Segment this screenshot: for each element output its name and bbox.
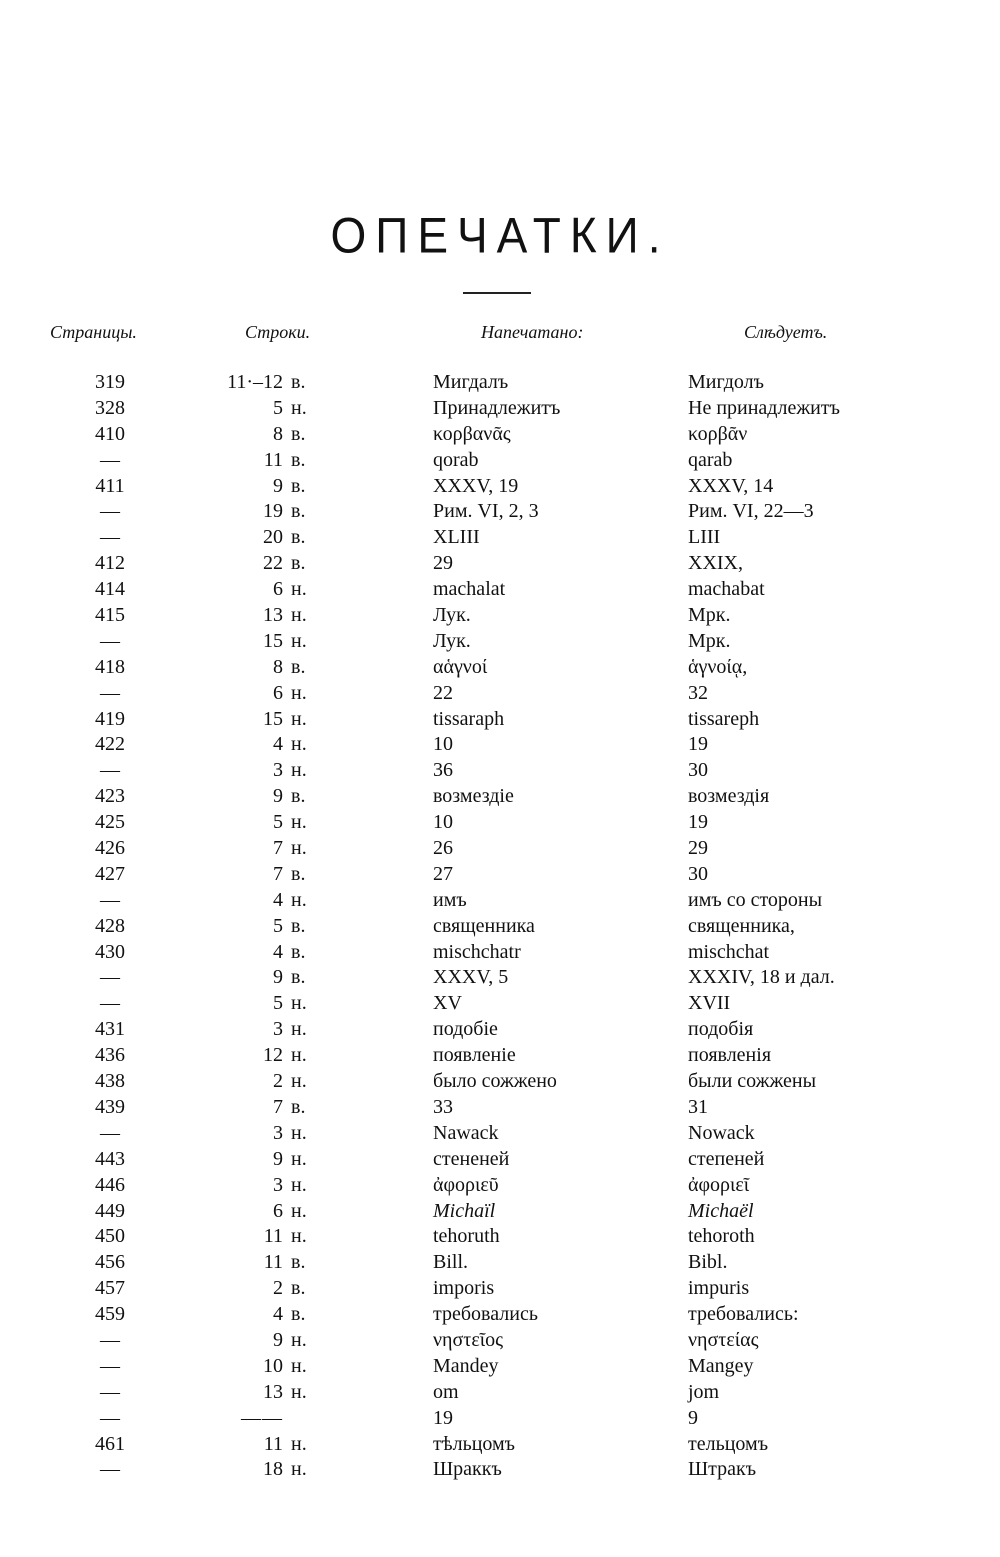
printed-cell: XXXV, 19 (433, 474, 519, 497)
page-cell: 419 (95, 707, 125, 730)
table-row (0, 914, 1000, 940)
line-side-cell: в. (291, 448, 306, 471)
line-number-cell: 4 (273, 888, 283, 911)
table-row (0, 577, 1000, 603)
should-cell: 32 (688, 681, 708, 704)
printed-cell: 26 (433, 837, 453, 860)
printed-cell: Шраккъ (433, 1458, 502, 1481)
should-cell: возмездія (688, 785, 770, 808)
line-side-cell: н. (291, 1458, 307, 1481)
line-number-cell: 7 (273, 837, 283, 860)
page-cell: — (100, 1354, 120, 1377)
printed-cell: machalat (433, 578, 506, 601)
should-cell: Мрк. (688, 604, 731, 627)
header-should: Слѣдуетъ. (744, 322, 828, 342)
printed-cell: αἁγνοί (433, 655, 488, 678)
should-cell: ἀφοριεῖ (688, 1173, 750, 1196)
should-cell: степеней (688, 1147, 765, 1170)
page-cell: — (100, 629, 120, 652)
page-cell: 436 (95, 1044, 125, 1067)
page-cell: — (100, 1406, 120, 1429)
table-row (0, 1457, 1000, 1483)
line-number-cell: 5 (273, 811, 283, 834)
line-number-cell: 9 (273, 966, 283, 989)
should-cell: 19 (688, 733, 708, 756)
page-cell: 459 (95, 1303, 125, 1326)
page-cell: 418 (95, 655, 125, 678)
table-row (0, 940, 1000, 966)
line-side-cell: в. (291, 1251, 306, 1274)
printed-cell: стененей (433, 1147, 510, 1170)
should-cell: XXXV, 14 (688, 474, 774, 497)
table-row (0, 707, 1000, 733)
page-cell: 412 (95, 552, 125, 575)
printed-cell: появленіе (433, 1044, 516, 1067)
line-side-cell: в. (291, 526, 306, 549)
printed-cell: подобіе (433, 1018, 498, 1041)
table-row (0, 1328, 1000, 1354)
header-printed: Напечатано: (481, 322, 584, 342)
line-number-cell: 22 (263, 552, 283, 575)
printed-cell: 27 (433, 862, 453, 885)
should-cell: 30 (688, 759, 708, 782)
line-number-cell: 3 (273, 1121, 283, 1144)
should-cell: tehoroth (688, 1225, 755, 1248)
should-cell: Не принадлежитъ (688, 396, 840, 419)
printed-cell: имъ (433, 888, 467, 911)
table-row (0, 396, 1000, 422)
line-number-cell: 13 (263, 1380, 283, 1403)
page-cell: 431 (95, 1018, 125, 1041)
should-cell: κορβᾶν (688, 422, 748, 445)
line-side-cell: в. (291, 474, 306, 497)
page-cell: 449 (95, 1199, 125, 1222)
printed-cell: тѣльцомъ (433, 1432, 516, 1455)
should-cell: XVII (688, 992, 731, 1015)
line-number-cell: 12 (263, 1044, 283, 1067)
page-cell: 319 (95, 371, 125, 393)
line-number-cell: —— (241, 1406, 283, 1429)
should-cell: Мрк. (688, 629, 731, 652)
line-number-cell: 15 (263, 629, 283, 652)
line-side-cell: в. (291, 371, 306, 393)
printed-cell: ἀφοριεῦ (433, 1173, 499, 1196)
line-number-cell: 10 (263, 1354, 283, 1377)
line-side-cell: в. (291, 862, 306, 885)
line-side-cell: н. (291, 1044, 307, 1067)
printed-cell: 36 (433, 759, 453, 782)
table-row (0, 888, 1000, 914)
line-side-cell: в. (291, 500, 306, 523)
line-side-cell: в. (291, 940, 306, 963)
line-side-cell: в. (291, 422, 306, 445)
should-cell: имъ со стороны (688, 888, 823, 911)
line-side-cell: н. (291, 578, 307, 601)
line-side-cell: в. (291, 1095, 306, 1118)
page-cell: 414 (95, 578, 125, 601)
line-number-cell: 3 (273, 1018, 283, 1041)
page-cell: — (100, 966, 120, 989)
line-side-cell: в. (291, 552, 306, 575)
printed-cell: qorab (433, 448, 479, 471)
printed-cell: 10 (433, 733, 453, 756)
printed-cell: 29 (433, 552, 453, 575)
table-row (0, 862, 1000, 888)
page-cell: 456 (95, 1251, 125, 1274)
line-number-cell: 8 (273, 655, 283, 678)
should-cell: Nowack (688, 1121, 755, 1144)
should-cell: XXXIV, 18 и дал. (688, 966, 835, 989)
should-cell: ἁγνοίᾳ, (688, 655, 748, 678)
line-number-cell: 11·–12 (227, 371, 283, 393)
page-cell: 425 (95, 811, 125, 834)
printed-cell: κορβανᾶς (433, 422, 511, 445)
should-cell: священника, (688, 914, 795, 937)
line-side-cell: н. (291, 1147, 307, 1170)
line-number-cell: 19 (263, 500, 283, 523)
page-cell: 411 (95, 474, 125, 497)
column-headers (0, 322, 1000, 348)
page-cell: 461 (95, 1432, 125, 1455)
page-cell: 427 (95, 862, 125, 885)
table-row (0, 474, 1000, 500)
table-row (0, 422, 1000, 448)
line-side-cell: н. (291, 888, 307, 911)
table-row (0, 525, 1000, 551)
table-row (0, 1354, 1000, 1380)
printed-cell: 22 (433, 681, 453, 704)
line-number-cell: 5 (273, 992, 283, 1015)
line-number-cell: 18 (263, 1458, 283, 1481)
should-cell: 29 (688, 837, 708, 860)
should-cell: 30 (688, 862, 708, 885)
printed-cell: tehoruth (433, 1225, 500, 1248)
line-number-cell: 9 (273, 474, 283, 497)
line-side-cell: н. (291, 604, 307, 627)
page-cell: 457 (95, 1277, 125, 1300)
printed-cell: Мигдалъ (433, 371, 509, 393)
table-row (0, 836, 1000, 862)
page-cell: — (100, 1328, 120, 1351)
table-row (0, 1121, 1000, 1147)
printed-cell: было сожжено (433, 1070, 557, 1093)
table-row (0, 1043, 1000, 1069)
page-cell: 438 (95, 1070, 125, 1093)
printed-cell: Лук. (433, 604, 471, 627)
header-line: Строки. (245, 322, 311, 342)
printed-cell: 10 (433, 811, 453, 834)
page-cell: — (100, 500, 120, 523)
line-number-cell: 5 (273, 396, 283, 419)
printed-cell: 33 (433, 1095, 453, 1118)
table-row (0, 1250, 1000, 1276)
table-row (0, 551, 1000, 577)
should-cell: qarab (688, 448, 733, 471)
line-side-cell: в. (291, 1277, 306, 1300)
table-row (0, 1017, 1000, 1043)
line-side-cell: в. (291, 1303, 306, 1326)
printed-cell: XLIII (433, 526, 480, 549)
should-cell: jom (688, 1380, 720, 1403)
should-cell: подобія (688, 1018, 754, 1041)
line-number-cell: 6 (273, 681, 283, 704)
should-cell: 19 (688, 811, 708, 834)
should-cell: machabat (688, 578, 765, 601)
line-number-cell: 7 (273, 862, 283, 885)
printed-cell: Рим. VI, 2, 3 (433, 500, 539, 523)
line-number-cell: 3 (273, 759, 283, 782)
line-side-cell: н. (291, 1121, 307, 1144)
line-side-cell: н. (291, 1432, 307, 1455)
table-row (0, 991, 1000, 1017)
should-cell: mischchat (688, 940, 770, 963)
should-cell: impuris (688, 1277, 750, 1300)
page-cell: 422 (95, 733, 125, 756)
line-number-cell: 4 (273, 733, 283, 756)
table-row (0, 1302, 1000, 1328)
line-side-cell: н. (291, 1173, 307, 1196)
printed-cell: Michaïl (433, 1199, 496, 1222)
line-number-cell: 6 (273, 578, 283, 601)
page-cell: 443 (95, 1147, 125, 1170)
table-row (0, 1069, 1000, 1095)
line-number-cell: 6 (273, 1199, 283, 1222)
should-cell: были сожжены (688, 1070, 817, 1093)
should-cell: 9 (688, 1406, 698, 1429)
printed-cell: mischchatr (433, 940, 521, 963)
line-number-cell: 2 (273, 1070, 283, 1093)
printed-cell: Mandey (433, 1354, 499, 1377)
line-side-cell: в. (291, 966, 306, 989)
line-side-cell: н. (291, 1354, 307, 1377)
page-cell: 450 (95, 1225, 125, 1248)
printed-cell: XV (433, 992, 462, 1015)
line-side-cell: в. (291, 914, 306, 937)
line-number-cell: 3 (273, 1173, 283, 1196)
line-side-cell: н. (291, 1328, 307, 1351)
line-number-cell: 11 (263, 1432, 283, 1455)
printed-cell: возмездіе (433, 785, 514, 808)
line-side-cell: в. (291, 655, 306, 678)
should-cell: Mangey (688, 1354, 754, 1377)
page-cell: 423 (95, 785, 125, 808)
line-side-cell: н. (291, 681, 307, 704)
table-row (0, 1147, 1000, 1173)
table-row (0, 732, 1000, 758)
table-row (0, 1224, 1000, 1250)
line-number-cell: 5 (273, 914, 283, 937)
printed-cell: священника (433, 914, 535, 937)
line-number-cell: 9 (273, 785, 283, 808)
line-side-cell: н. (291, 759, 307, 782)
line-number-cell: 20 (263, 526, 283, 549)
printed-cell: om (433, 1380, 459, 1403)
table-row (0, 1095, 1000, 1121)
line-side-cell: н. (291, 1018, 307, 1041)
page-cell: — (100, 1380, 120, 1403)
line-side-cell: н. (291, 733, 307, 756)
page-cell: 439 (95, 1095, 125, 1118)
page-cell: 430 (95, 940, 125, 963)
line-number-cell: 15 (263, 707, 283, 730)
page-cell: — (100, 888, 120, 911)
table-row (0, 1199, 1000, 1225)
line-number-cell: 4 (273, 1303, 283, 1326)
line-side-cell: н. (291, 629, 307, 652)
table-row (0, 965, 1000, 991)
page-cell: — (100, 992, 120, 1015)
line-side-cell: в. (291, 785, 306, 808)
line-side-cell: н. (291, 396, 307, 419)
page-cell: — (100, 1458, 120, 1481)
table-row (0, 370, 1000, 396)
page-cell: 410 (95, 422, 125, 445)
title-rule (463, 292, 531, 294)
line-number-cell: 9 (273, 1147, 283, 1170)
printed-cell: νηστεῖος (433, 1328, 504, 1351)
page-cell: — (100, 681, 120, 704)
should-cell: XXIX, (688, 552, 743, 575)
should-cell: tissareph (688, 707, 760, 730)
should-cell: 31 (688, 1095, 708, 1118)
printed-cell: tissaraph (433, 707, 505, 730)
table-row (0, 810, 1000, 836)
line-side-cell: н. (291, 1199, 307, 1222)
table-row (0, 448, 1000, 474)
page-cell: 415 (95, 604, 125, 627)
line-number-cell: 13 (263, 604, 283, 627)
printed-cell: Nawack (433, 1121, 499, 1144)
line-number-cell: 4 (273, 940, 283, 963)
line-side-cell: н. (291, 1380, 307, 1403)
table-row (0, 1432, 1000, 1458)
line-side-cell: н. (291, 992, 307, 1015)
table-row (0, 1173, 1000, 1199)
table-row (0, 681, 1000, 707)
printed-cell: требовались (433, 1303, 538, 1326)
printed-cell: 19 (433, 1406, 453, 1429)
should-cell: тельцомъ (688, 1432, 769, 1455)
line-number-cell: 8 (273, 422, 283, 445)
should-cell: Рим. VI, 22—3 (688, 500, 814, 523)
table-row (0, 784, 1000, 810)
page-cell: 428 (95, 914, 125, 937)
line-number-cell: 2 (273, 1277, 283, 1300)
line-side-cell: н. (291, 811, 307, 834)
page-cell: — (100, 526, 120, 549)
table-row (0, 499, 1000, 525)
table-row (0, 1406, 1000, 1432)
page-cell: 426 (95, 837, 125, 860)
table-row (0, 758, 1000, 784)
should-cell: Штракъ (688, 1458, 757, 1481)
line-side-cell: н. (291, 707, 307, 730)
table-row (0, 1276, 1000, 1302)
should-cell: требовались: (688, 1303, 799, 1326)
table-row (0, 629, 1000, 655)
page-cell: — (100, 1121, 120, 1144)
line-side-cell: н. (291, 837, 307, 860)
line-number-cell: 11 (263, 1225, 283, 1248)
line-number-cell: 7 (273, 1095, 283, 1118)
page-cell: — (100, 759, 120, 782)
should-cell: LIII (688, 526, 721, 549)
printed-cell: imporis (433, 1277, 495, 1300)
page-title: ОПЕЧАТКИ. (330, 206, 670, 264)
header-page: Страницы. (50, 322, 137, 342)
page-cell: 328 (95, 396, 125, 419)
page-cell: — (100, 448, 120, 471)
line-number-cell: 9 (273, 1328, 283, 1351)
should-cell: Bibl. (688, 1251, 728, 1274)
table-row (0, 603, 1000, 629)
page-cell: 446 (95, 1173, 125, 1196)
should-cell: νηστείας (688, 1328, 759, 1351)
printed-cell: Принадлежитъ (433, 396, 561, 419)
line-side-cell: н. (291, 1070, 307, 1093)
line-number-cell: 11 (263, 1251, 283, 1274)
line-side-cell: н. (291, 1225, 307, 1248)
errata-table (0, 370, 1000, 1483)
should-cell: Michaël (688, 1199, 754, 1222)
printed-cell: Лук. (433, 629, 471, 652)
printed-cell: XXXV, 5 (433, 966, 509, 989)
table-row (0, 1380, 1000, 1406)
should-cell: Мигдолъ (688, 371, 764, 393)
table-row (0, 655, 1000, 681)
printed-cell: Bill. (433, 1251, 469, 1274)
should-cell: появленія (688, 1044, 772, 1067)
line-number-cell: 11 (263, 448, 283, 471)
